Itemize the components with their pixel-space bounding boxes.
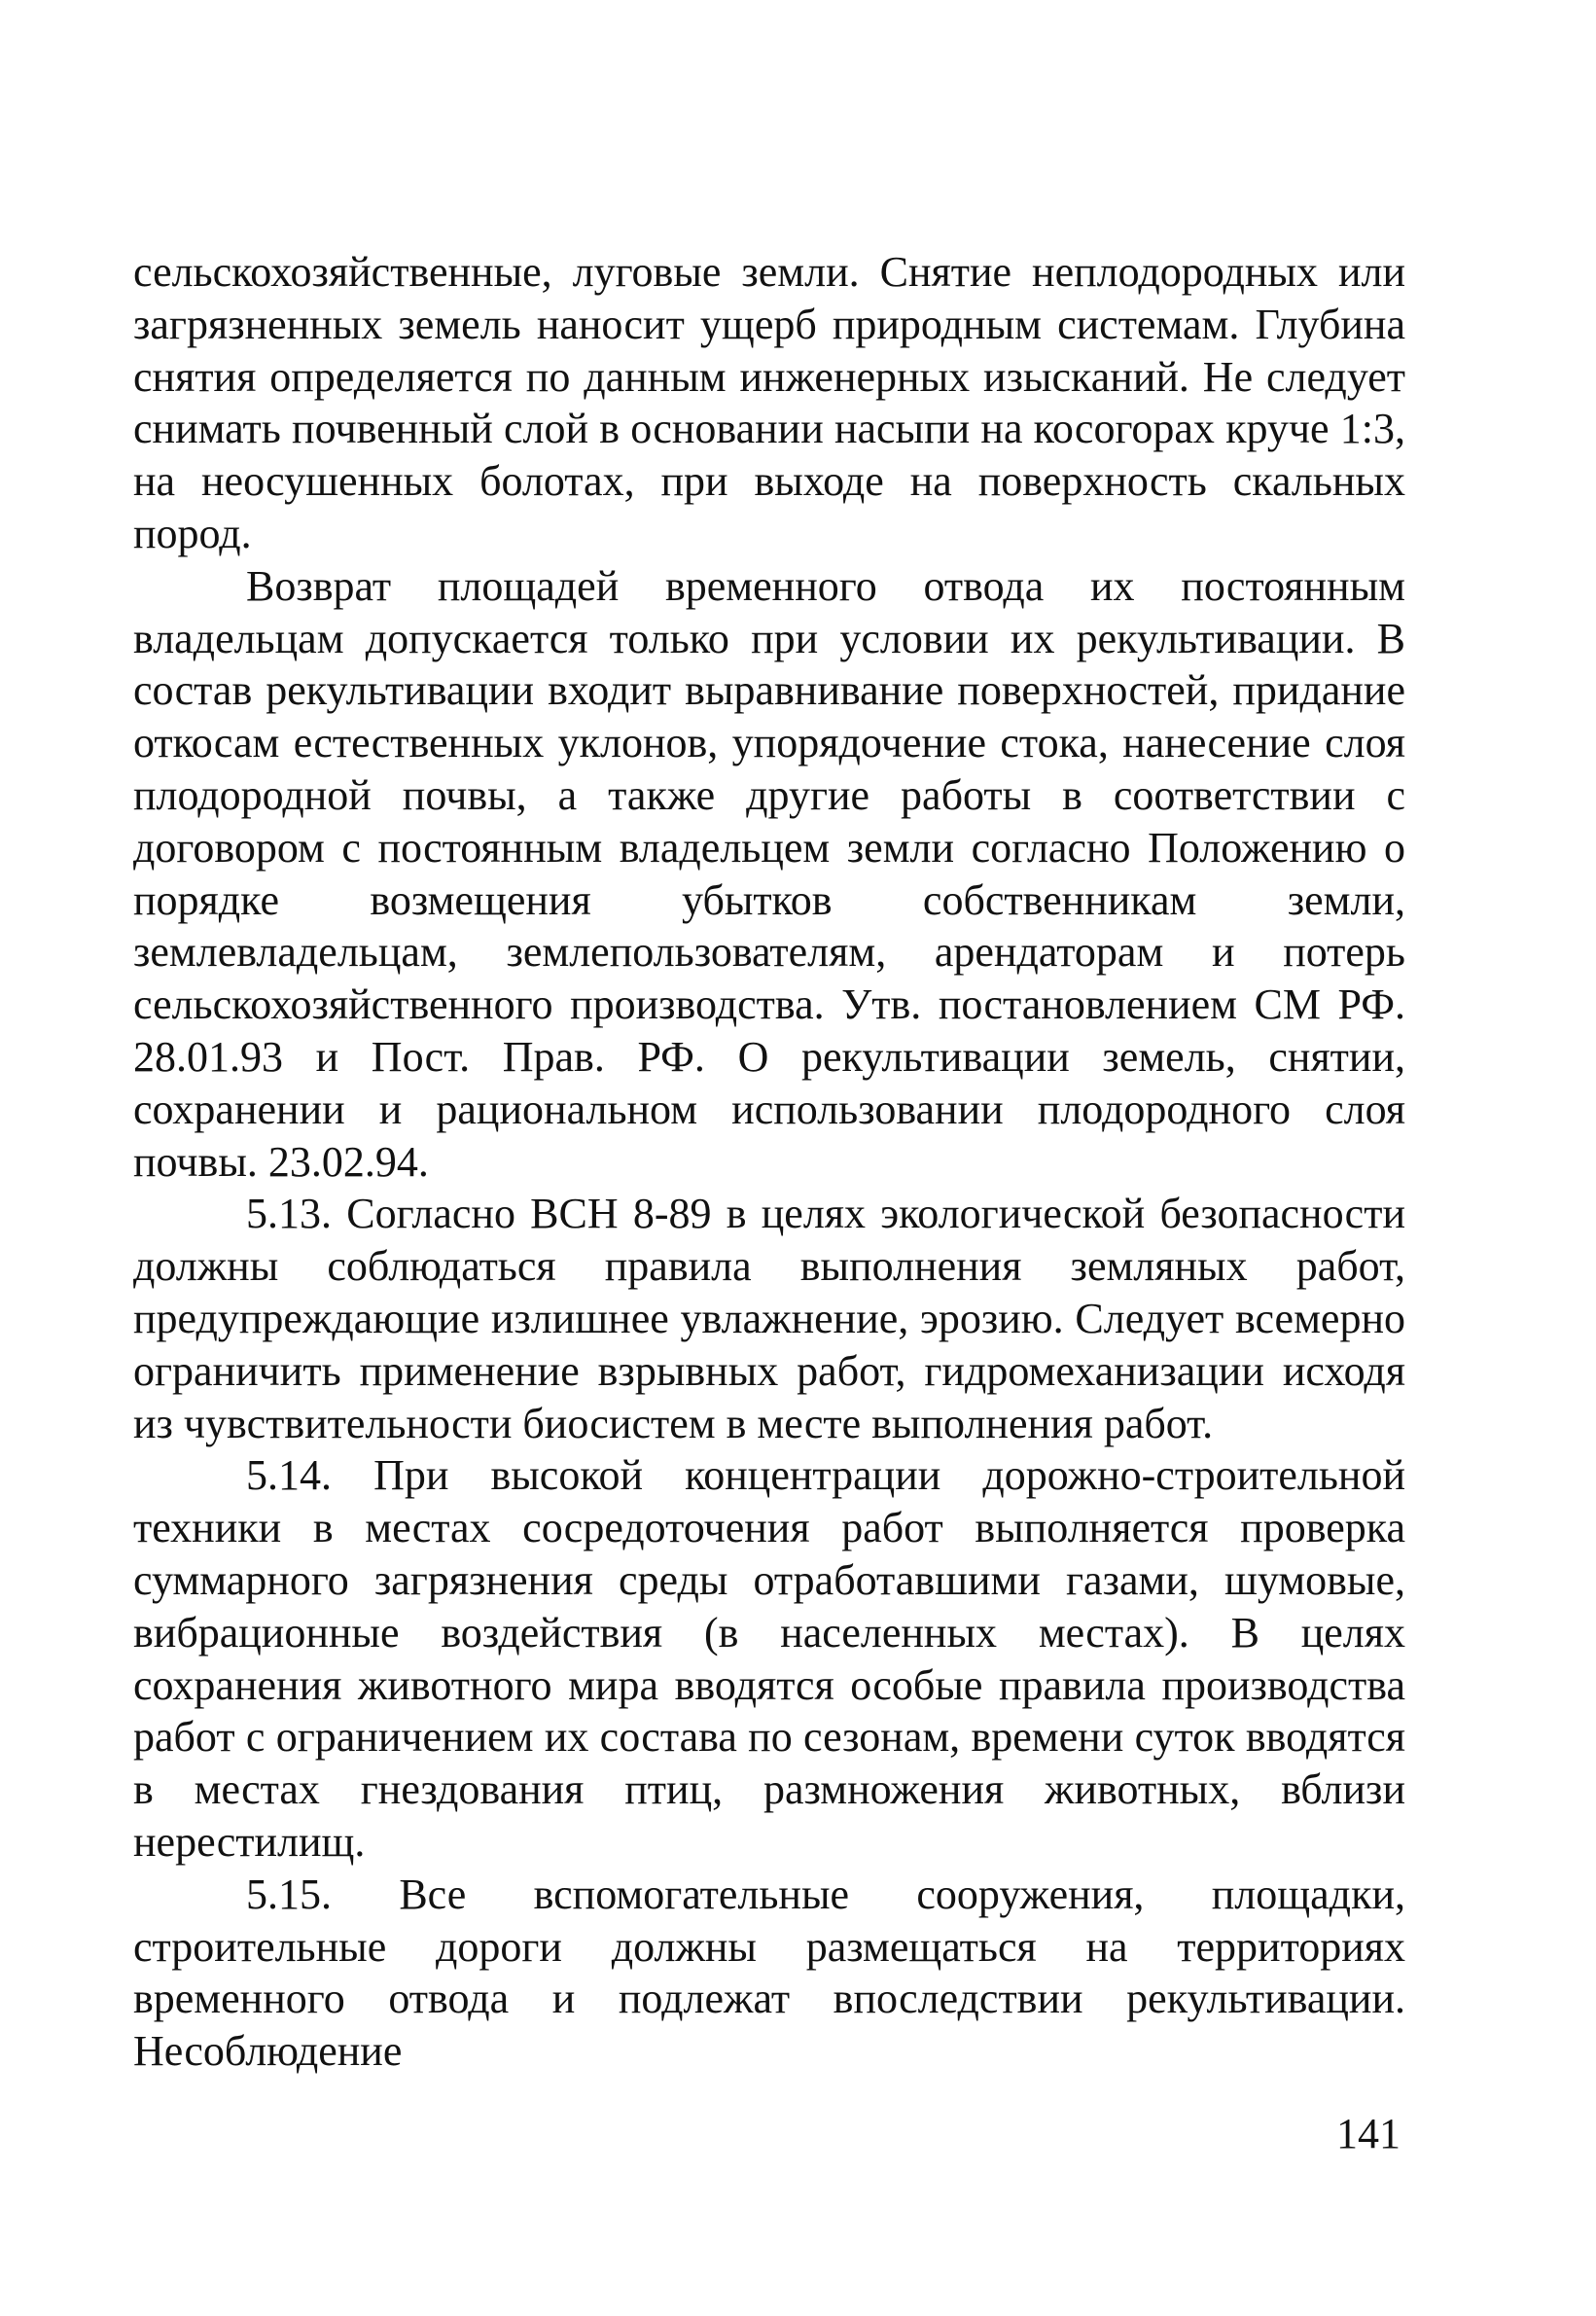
- paragraph-section-5-15: 5.15. Все вспомогательные сооружения, площадки, строительные дороги должны размещаться на территориях временного отвода и подлежат впоследствии рекультивации. Несоблюдение: [133, 1870, 1405, 2076]
- paragraph-return-of-land: Возврат площадей временного отвода их постоянным владельцам допускается только при условии их рекультивации. В состав рекультивации входит выравнивание поверхностей, придание откосам естественных уклонов, упорядочение стока, нанесение слоя плодородной почвы, а также другие работы в соответствии с договором с постоянным владельцем земли согласно Положению о порядке возмещения убытков собственникам земли, землевладельцам, землепользователям, арендаторам и потерь сельскохозяйственного производства. Утв. постановлением СМ РФ. 28.01.93 и Пост. Прав. РФ. О рекультивации земель, снятии, сохранении и рациональном использовании плодородного слоя почвы. 23.02.94.: [133, 561, 1405, 1186]
- paragraph-section-5-14: 5.14. При высокой концентрации дорожно-строительной техники в местах сосредоточения работ выполняется проверка суммарного загрязнения среды отработавшими газами, шумовые, вибрационные воздействия (в населенных местах). В целях сохранения животного мира вводятся особые правила производства работ с ограничением их состава по сезонам, времени суток вводятся в местах гнездования птиц, размножения животных, вблизи нерестилищ.: [133, 1451, 1405, 1866]
- page-number: 141: [1336, 2110, 1401, 2157]
- paragraph-section-5-13: 5.13. Согласно ВСН 8-89 в целях экологической безопасности должны соблюдаться правила выполнения земляных работ, предупреждающие излишнее увлажнение, эрозию. Следует всемерно ограничить применение взрывных работ, гидромеханизации исходя из чувствительности биосистем в месте выполнения работ.: [133, 1190, 1405, 1447]
- body-text: [133, 246, 1405, 2078]
- paragraph-continuation: сельскохозяйственные, луговые земли. Снятие неплодородных или загрязненных земель наносит ущерб природным системам. Глубина снятия определяется по данным инженерных изысканий. Не следует снимать почвенный слой в основании насыпи на косогорах круче 1:3, на неосушенных болотах, при выходе на поверхность скальных пород.: [133, 248, 1405, 557]
